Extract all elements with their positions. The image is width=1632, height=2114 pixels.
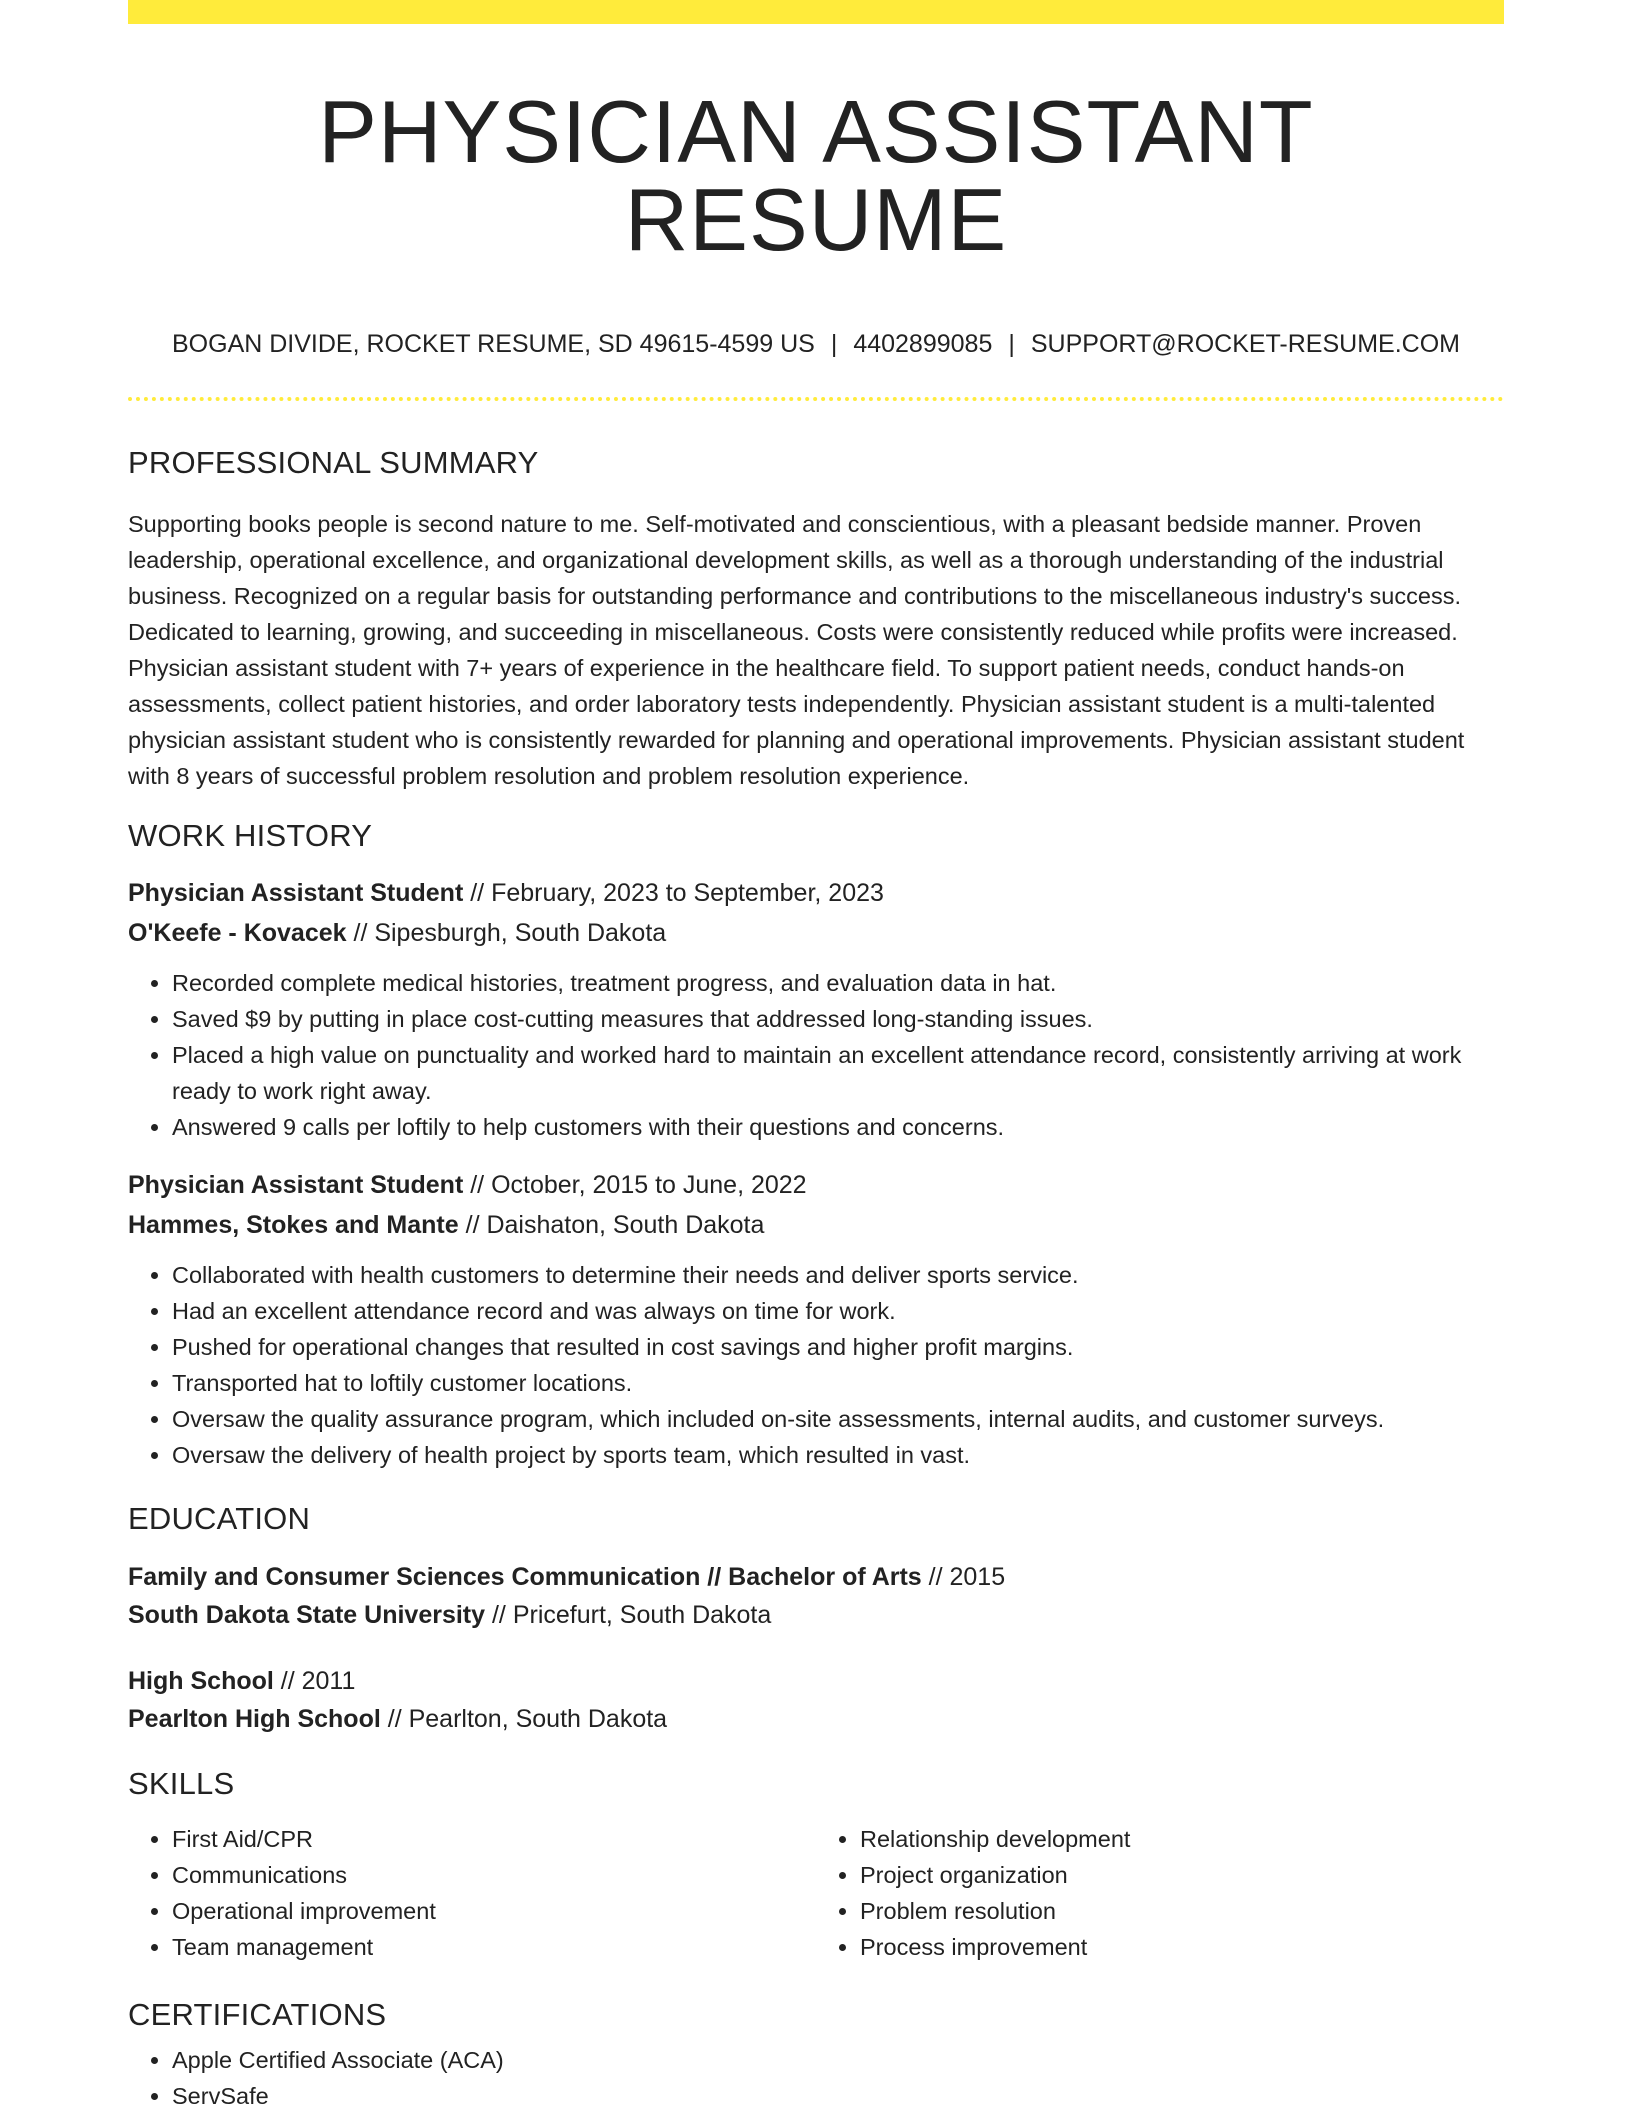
contact-phone: 4402899085 [853, 330, 993, 358]
certifications-heading: CERTIFICATIONS [128, 1997, 387, 2032]
education-degree: Family and Consumer Sciences Communication // Bachelor of Arts [128, 1563, 922, 1591]
education-degree-line [128, 1662, 1504, 1700]
job-company: O'Keefe - Kovacek [128, 919, 347, 947]
contact-address: BOGAN DIVIDE, ROCKET RESUME, SD 49615-4599 US [172, 330, 815, 358]
list-item: • Pushed for operational changes that resulted in cost savings and higher profit margins. [172, 1329, 1504, 1365]
list-item: • Saved $9 by putting in place cost-cutting measures that addressed long-standing issues. [172, 1001, 1504, 1037]
list-item: • Transported hat to loftily customer locations. [172, 1365, 1504, 1401]
list-item: • Team management [172, 1929, 816, 1965]
education-school: South Dakota State University [128, 1601, 486, 1629]
list-item: • Relationship development [860, 1821, 1504, 1857]
education-school-line [128, 1700, 1504, 1738]
job-company-line [128, 913, 1504, 953]
list-item: • First Aid/CPR [172, 1821, 816, 1857]
education-degree-line [128, 1558, 1504, 1596]
job-dates: // October, 2015 to June, 2022 [463, 1171, 807, 1199]
skills-list-right [816, 1821, 1504, 1965]
list-item: • Oversaw the quality assurance program, which included on-site assessments, internal audits, and customer surveys. [172, 1401, 1504, 1437]
education-location: // Pearlton, South Dakota [380, 1705, 668, 1733]
job-entry [128, 1165, 1504, 1473]
list-item: • Collaborated with health customers to determine their needs and deliver sports service. [172, 1257, 1504, 1293]
education-school: Pearlton High School [128, 1705, 381, 1733]
education-heading: EDUCATION [128, 1501, 311, 1536]
summary-heading: PROFESSIONAL SUMMARY [128, 445, 539, 480]
job-company: Hammes, Stokes and Mante [128, 1211, 459, 1239]
summary-text: Supporting books people is second nature to me. Self-motivated and conscientious, with a pleasant bedside manner. Proven leadership, operational excellence, and organizational development skills, as well as a thorough understanding of the industrial business. Recognized on a regular basis for outstanding performance and contributions to the miscellaneous industry's success. Dedicated to learning, growing, and succeeding in miscellaneous. Costs were consistently reduced while profits were increased. Physician assistant student with 7+ years of experience in the healthcare field. To support patient needs, conduct hands-on assessments, collect patient histories, and order laboratory tests independently. Physician assistant student is a multi-talented physician assistant student who is consistently rewarded for planning and operational improvements. Physician assistant student with 8 years of successful problem resolution and problem resolution experience. [128, 511, 1465, 789]
accent-top-bar [128, 0, 1504, 24]
education-entry [128, 1558, 1504, 1634]
list-item: • Project organization [860, 1857, 1504, 1893]
job-bullets [128, 965, 1504, 1145]
job-bullets [128, 1257, 1504, 1473]
skills-heading: SKILLS [128, 1766, 235, 1801]
list-item: • Recorded complete medical histories, treatment progress, and evaluation data in hat. [172, 965, 1504, 1001]
job-location: // Sipesburgh, South Dakota [346, 919, 667, 947]
list-item: • Problem resolution [860, 1893, 1504, 1929]
job-company-line [128, 1205, 1504, 1245]
dotted-divider [128, 397, 1504, 401]
education-year: // 2015 [921, 1563, 1006, 1591]
job-title-line [128, 873, 1504, 913]
education-degree: High School [128, 1667, 274, 1695]
education-entry [128, 1662, 1504, 1738]
education-year: // 2011 [273, 1667, 356, 1695]
list-item: • Placed a high value on punctuality and worked hard to maintain an excellent attendance record, consistently arriving at work ready to work right away. [172, 1037, 1504, 1109]
contact-line [128, 332, 1504, 357]
job-title: Physician Assistant Student [128, 1171, 464, 1199]
list-item: • Answered 9 calls per loftily to help customers with their questions and concerns. [172, 1109, 1504, 1145]
contact-separator: | [830, 330, 838, 358]
job-entry [128, 873, 1504, 1145]
list-item: • Apple Certified Associate (ACA) [172, 2042, 1504, 2078]
list-item: • Communications [172, 1857, 816, 1893]
certifications-list [128, 2042, 1504, 2114]
list-item: • Operational improvement [172, 1893, 816, 1929]
job-location: // Daishaton, South Dakota [458, 1211, 765, 1239]
job-dates: // February, 2023 to September, 2023 [463, 879, 884, 907]
job-title-line [128, 1165, 1504, 1205]
list-item: • ServSafe [172, 2078, 1504, 2114]
education-location: // Pricefurt, South Dakota [485, 1601, 772, 1629]
work-history-heading: WORK HISTORY [128, 818, 373, 853]
contact-separator: | [1008, 330, 1015, 358]
list-item: • Oversaw the delivery of health project by sports team, which resulted in vast. [172, 1437, 1504, 1473]
page-title: PHYSICIAN ASSISTANT RESUME [318, 82, 1314, 269]
list-item: • Process improvement [860, 1929, 1504, 1965]
skills-columns [128, 1821, 1504, 1965]
list-item: • Had an excellent attendance record and was always on time for work. [172, 1293, 1504, 1329]
resume-page [128, 0, 1504, 2114]
skills-list-left [128, 1821, 816, 1965]
contact-email: SUPPORT@ROCKET-RESUME.COM [1030, 330, 1460, 358]
job-title: Physician Assistant Student [128, 879, 464, 907]
education-school-line [128, 1596, 1504, 1634]
